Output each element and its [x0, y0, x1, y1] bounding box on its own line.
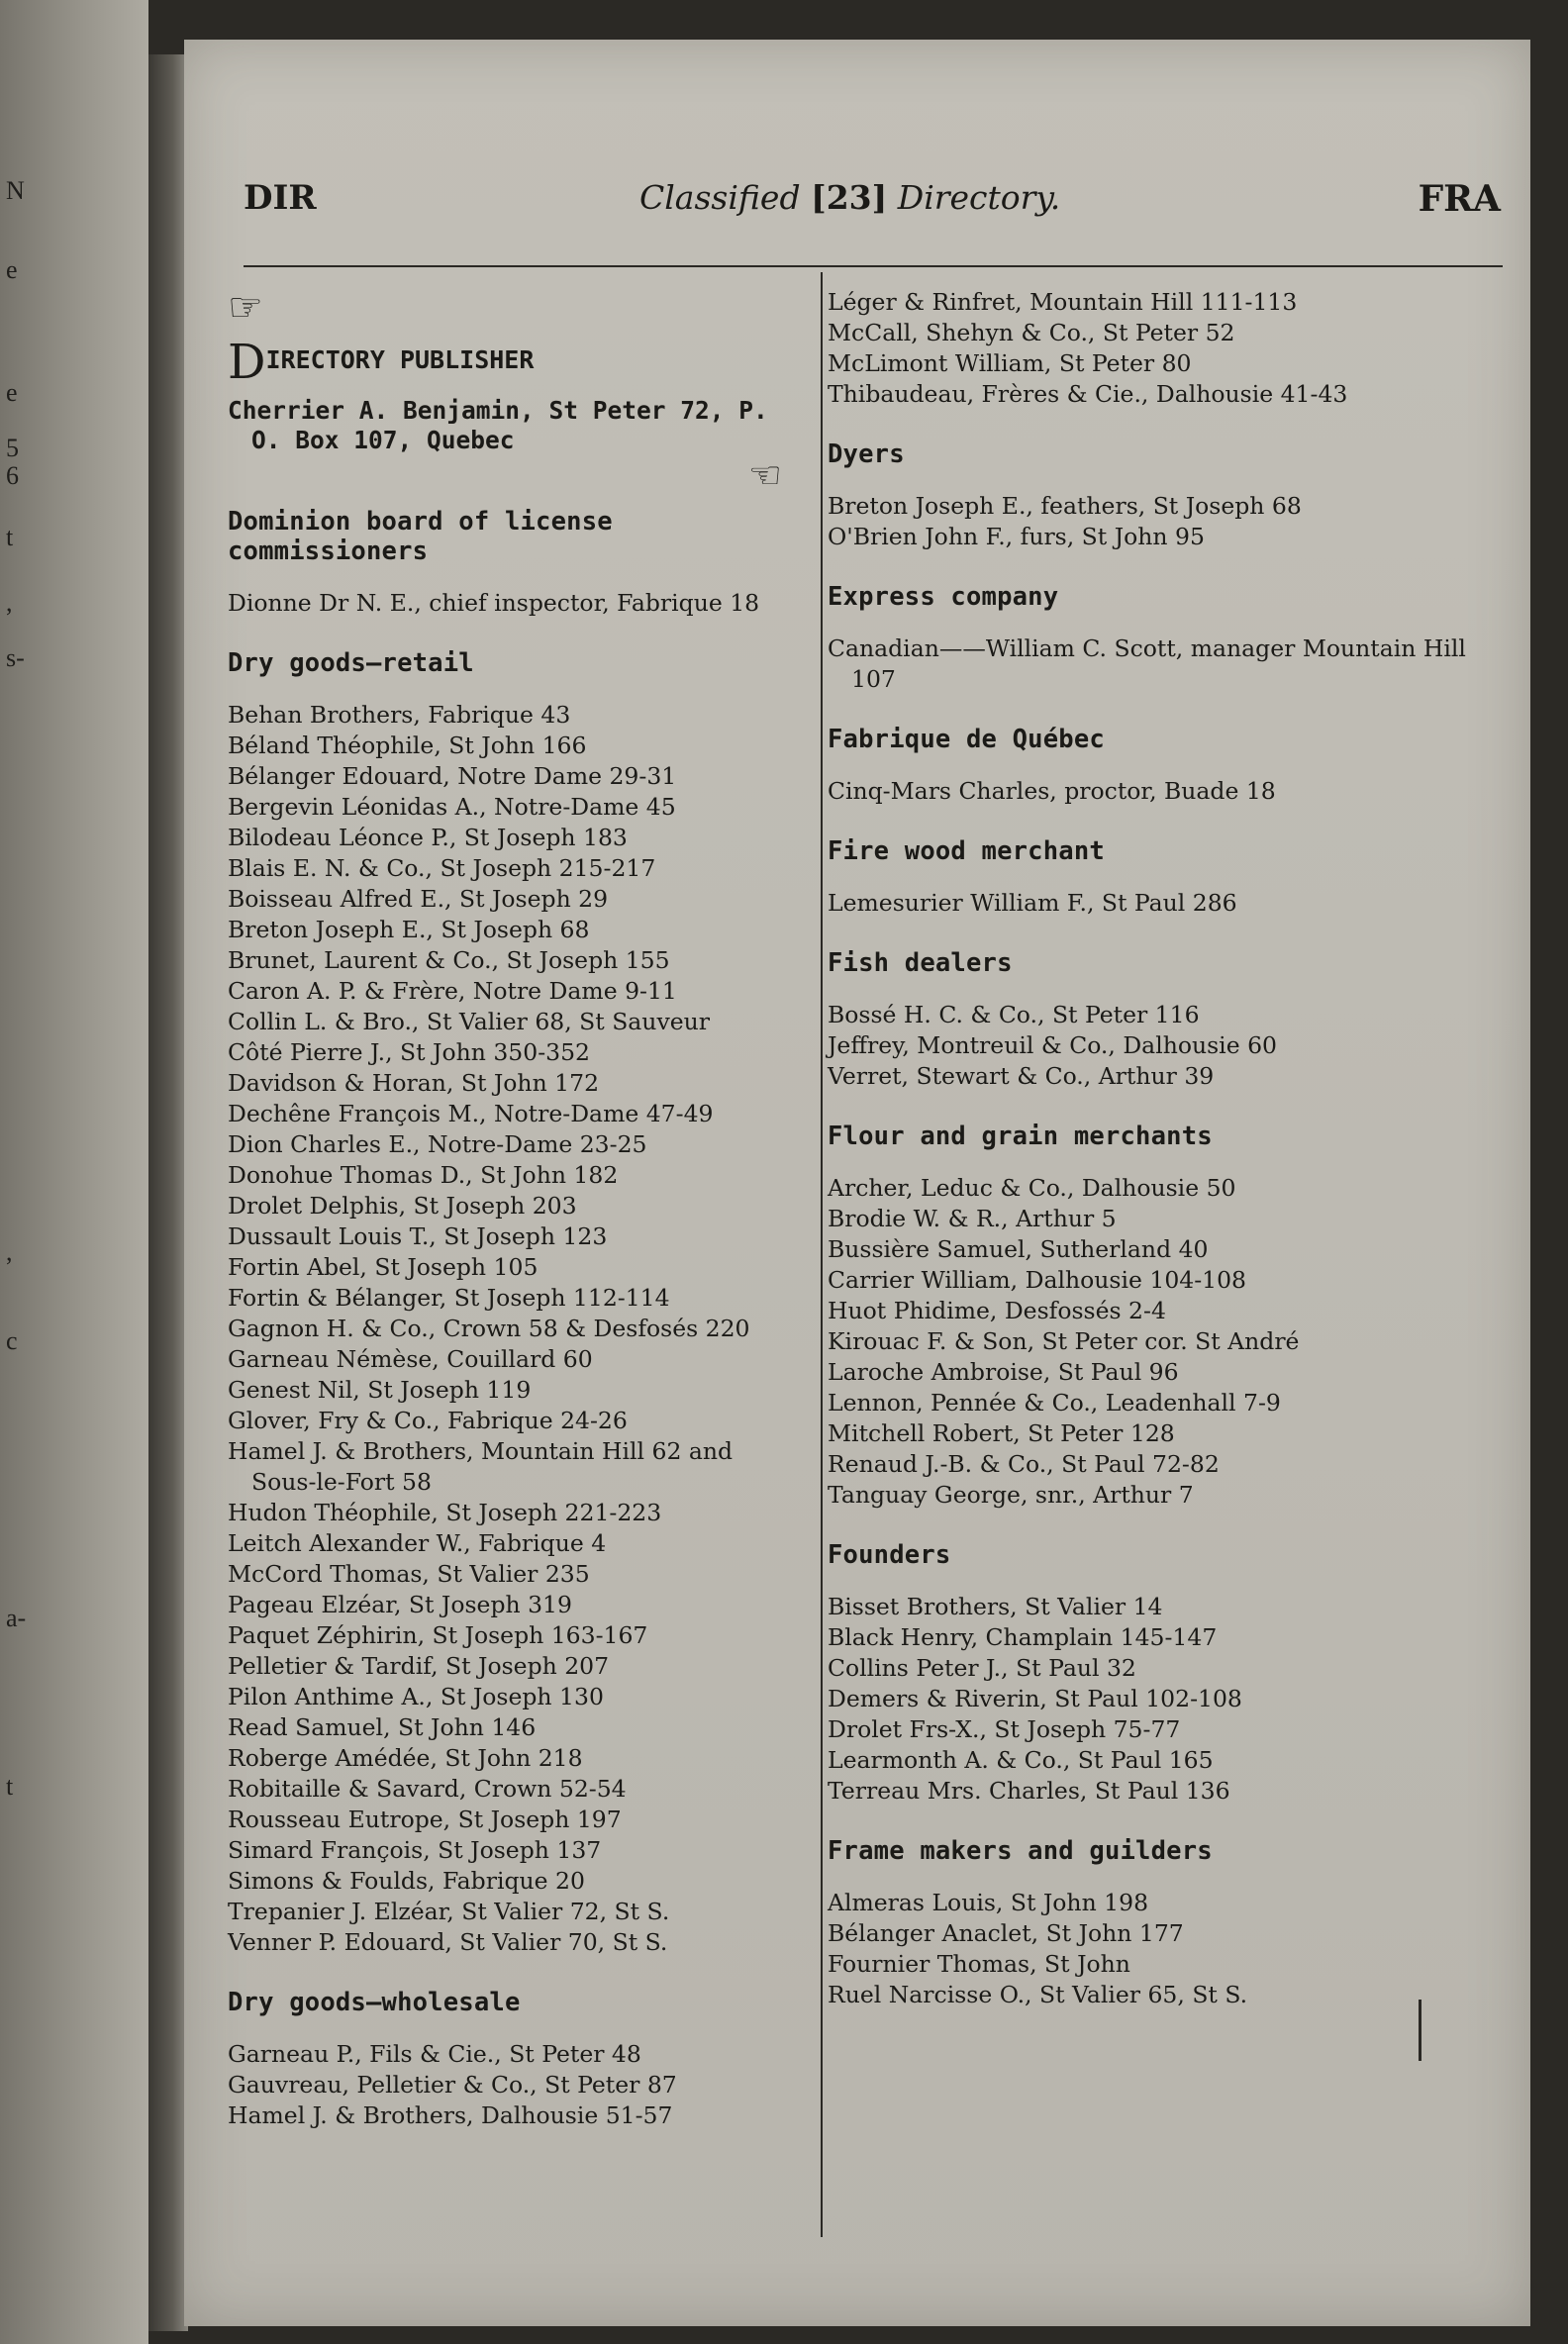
list-item: Trepanier J. Elzéar, St Valier 72, St S.	[228, 1898, 670, 1925]
edge-letter: 5	[6, 434, 19, 462]
list-item: Paquet Zéphirin, St Joseph 163-167	[228, 1621, 648, 1649]
heading-text: IRECTORY PUBLISHER	[265, 345, 535, 374]
list-item: Ruel Narcisse O., St Valier 65, St S.	[828, 1981, 1248, 2008]
list-item: Drolet Frs-X., St Joseph 75-77	[828, 1715, 1181, 1743]
list-item: McCord Thomas, St Valier 235	[228, 1560, 590, 1588]
list-item: Côté Pierre J., St John 350-352	[228, 1038, 591, 1066]
list-item: Brodie W. & R., Arthur 5	[828, 1205, 1117, 1232]
list-item: Archer, Leduc & Co., Dalhousie 50	[828, 1174, 1236, 1202]
section-heading: Frame makers and guilders	[828, 1836, 1213, 1866]
column-divider	[821, 272, 823, 2237]
list-item: O'Brien John F., furs, St John 95	[828, 523, 1205, 550]
list-item: Cinq-Mars Charles, proctor, Buade 18	[828, 777, 1276, 805]
drop-cap: D	[228, 335, 266, 390]
list-item: Bélanger Edouard, Notre Dame 29-31	[228, 762, 677, 790]
pointing-hand-left-icon: ☜	[747, 453, 782, 497]
list-item: Bélanger Anaclet, St John 177	[828, 1919, 1184, 1947]
directory-publisher-entry: Cherrier A. Benjamin, St Peter 72, P. O. Box 107, Quebec	[228, 396, 768, 454]
list-item: Bergevin Léonidas A., Notre-Dame 45	[228, 793, 676, 821]
list-item: Gauvreau, Pelletier & Co., St Peter 87	[228, 2071, 677, 2099]
edge-letter: 6	[6, 461, 19, 490]
list-item: Read Samuel, St John 146	[228, 1713, 537, 1741]
list-item: Hamel J. & Brothers, Mountain Hill 62 and Sous-le-Fort 58	[228, 1437, 734, 1496]
section-heading: Founders	[828, 1540, 951, 1570]
section-heading: Dominion board of license commissioners	[228, 507, 613, 566]
directory-page	[184, 40, 1530, 2326]
adjacent-page-edge	[0, 0, 148, 2344]
list-item: Simard François, St Joseph 137	[228, 1836, 602, 1864]
list-item: Boisseau Alfred E., St Joseph 29	[228, 885, 609, 913]
entry-list-express	[828, 634, 1471, 695]
header-rule	[244, 265, 1503, 267]
list-item: Fortin Abel, St Joseph 105	[228, 1253, 539, 1281]
list-item: Lemesurier William F., St Paul 286	[828, 889, 1237, 917]
entry-list-fire-wood	[828, 888, 1471, 919]
list-item: Laroche Ambroise, St Paul 96	[828, 1358, 1179, 1386]
list-item: Caron A. P. & Frère, Notre Dame 9-11	[228, 977, 677, 1005]
list-item: Jeffrey, Montreuil & Co., Dalhousie 60	[828, 1031, 1277, 1059]
section-heading: Dry goods—wholesale	[228, 1988, 521, 2017]
entry-list-continued	[828, 287, 1471, 410]
list-item: Fortin & Bélanger, St Joseph 112-114	[228, 1284, 670, 1312]
section-heading: Dyers	[828, 440, 905, 469]
list-item: Carrier William, Dalhousie 104-108	[828, 1266, 1247, 1294]
page-number: [23]	[811, 178, 888, 217]
list-item: Bossé H. C. & Co., St Peter 116	[828, 1001, 1200, 1028]
edge-letter: e	[6, 378, 18, 407]
list-item: Glover, Fry & Co., Fabrique 24-26	[228, 1407, 628, 1434]
edge-letter: e	[6, 255, 18, 284]
list-item: Bisset Brothers, St Valier 14	[828, 1593, 1163, 1620]
list-item: Donohue Thomas D., St John 182	[228, 1161, 619, 1189]
edge-letter: ,	[6, 1237, 13, 1266]
list-item: Garneau P., Fils & Cie., St Peter 48	[228, 2040, 641, 2068]
list-item: Léger & Rinfret, Mountain Hill 111-113	[828, 288, 1298, 316]
edge-letter: N	[6, 176, 25, 205]
list-item: Collin L. & Bro., St Valier 68, St Sauveur	[228, 1008, 710, 1035]
edge-letter: a-	[6, 1604, 27, 1632]
edge-letter: t	[6, 523, 14, 551]
list-item: Mitchell Robert, St Peter 128	[828, 1419, 1175, 1447]
list-item: Blais E. N. & Co., St Joseph 215-217	[228, 854, 656, 882]
list-item: Terreau Mrs. Charles, St Paul 136	[828, 1777, 1230, 1805]
list-item: McCall, Shehyn & Co., St Peter 52	[828, 319, 1235, 346]
list-item: Behan Brothers, Fabrique 43	[228, 701, 571, 729]
list-item: Learmonth A. & Co., St Paul 165	[828, 1746, 1214, 1774]
list-item: Demers & Riverin, St Paul 102-108	[828, 1685, 1242, 1712]
list-item: Dussault Louis T., St Joseph 123	[228, 1222, 608, 1250]
list-item: Pelletier & Tardif, St Joseph 207	[228, 1652, 610, 1680]
list-item: Thibaudeau, Frères & Cie., Dalhousie 41-43	[828, 380, 1348, 408]
list-item: Renaud J.-B. & Co., St Paul 72-82	[828, 1450, 1220, 1478]
list-item: Hudon Théophile, St Joseph 221-223	[228, 1499, 662, 1526]
entry-list-dry-goods-retail	[228, 700, 802, 1958]
list-item: Tanguay George, snr., Arthur 7	[828, 1481, 1194, 1509]
list-item: Black Henry, Champlain 145-147	[828, 1623, 1218, 1651]
edge-letter: c	[6, 1326, 18, 1355]
edge-letter: ,	[6, 588, 13, 617]
list-item: Rousseau Eutrope, St Joseph 197	[228, 1806, 622, 1833]
list-item: Verret, Stewart & Co., Arthur 39	[828, 1062, 1215, 1090]
section-heading: Express company	[828, 582, 1059, 612]
list-item: Breton Joseph E., feathers, St Joseph 68	[828, 492, 1302, 520]
book-spine-shadow	[148, 54, 188, 2331]
list-item: Bussière Samuel, Sutherland 40	[828, 1235, 1209, 1263]
entry-list-fish	[828, 1000, 1471, 1092]
list-item: Drolet Delphis, St Joseph 203	[228, 1192, 577, 1220]
entry-list-frame-makers	[828, 1888, 1471, 2010]
list-item: Gagnon H. & Co., Crown 58 & Desfosés 220	[228, 1315, 750, 1342]
running-head-center	[639, 178, 1060, 217]
list-item: Genest Nil, St Joseph 119	[228, 1376, 532, 1404]
section-heading: Fire wood merchant	[828, 836, 1105, 866]
section-heading: Fabrique de Québec	[828, 725, 1105, 754]
list-item: Hamel J. & Brothers, Dalhousie 51-57	[228, 2101, 673, 2129]
section-heading-directory-publisher	[228, 335, 802, 390]
running-head-right: FRA	[1418, 178, 1501, 220]
list-item: Venner P. Edouard, St Valier 70, St S.	[228, 1928, 668, 1956]
list-item: Dion Charles E., Notre-Dame 23-25	[228, 1130, 647, 1158]
list-item: Pageau Elzéar, St Joseph 319	[228, 1591, 572, 1618]
edge-letter: t	[6, 1772, 14, 1801]
edge-letter: s-	[6, 643, 25, 672]
entry-list-fabrique	[828, 776, 1471, 807]
section-heading: Flour and grain merchants	[828, 1122, 1213, 1151]
list-item: Canadian——William C. Scott, manager Mountain Hill 107	[828, 635, 1466, 693]
right-column	[828, 287, 1471, 2010]
list-item: Pilon Anthime A., St Joseph 130	[228, 1683, 604, 1710]
section-heading: Fish dealers	[828, 948, 1013, 978]
entry-list-flour-grain	[828, 1173, 1471, 1511]
list-item: Garneau Némèse, Couillard 60	[228, 1345, 593, 1373]
pointing-hand-right-icon: ☞	[228, 285, 263, 331]
left-column	[228, 287, 802, 2131]
list-item: Brunet, Laurent & Co., St Joseph 155	[228, 946, 670, 974]
list-item: Lennon, Pennée & Co., Leadenhall 7-9	[828, 1389, 1281, 1416]
entry-list-founders	[828, 1592, 1471, 1807]
list-item: McLimont William, St Peter 80	[828, 349, 1192, 377]
list-item: Fournier Thomas, St John	[828, 1950, 1130, 1978]
running-head-title: Classified	[639, 178, 801, 217]
list-item: Béland Théophile, St John 166	[228, 732, 587, 759]
list-item: Kirouac F. & Son, St Peter cor. St André	[828, 1327, 1300, 1355]
entry-list-dry-goods-wholesale	[228, 2039, 802, 2131]
running-head-title-end: Directory.	[897, 178, 1061, 217]
list-item: Davidson & Horan, St John 172	[228, 1069, 600, 1097]
section-heading: Dry goods—retail	[228, 648, 474, 678]
list-item: Almeras Louis, St John 198	[828, 1889, 1149, 1916]
entry-list-dyers	[828, 491, 1471, 552]
list-item: Roberge Amédée, St John 218	[228, 1744, 583, 1772]
list-item: Dionne Dr N. E., chief inspector, Fabrique 18	[228, 589, 760, 617]
running-head-left: DIR	[244, 178, 317, 218]
list-item: Collins Peter J., St Paul 32	[828, 1654, 1136, 1682]
list-item: Leitch Alexander W., Fabrique 4	[228, 1529, 607, 1557]
list-item: Huot Phidime, Desfossés 2-4	[828, 1297, 1166, 1324]
list-item: Robitaille & Savard, Crown 52-54	[228, 1775, 627, 1803]
list-item: Dechêne François M., Notre-Dame 47-49	[228, 1100, 714, 1127]
list-item: Breton Joseph E., St Joseph 68	[228, 916, 590, 943]
list-item: Bilodeau Léonce P., St Joseph 183	[228, 824, 628, 851]
list-item: Simons & Foulds, Fabrique 20	[228, 1867, 585, 1895]
